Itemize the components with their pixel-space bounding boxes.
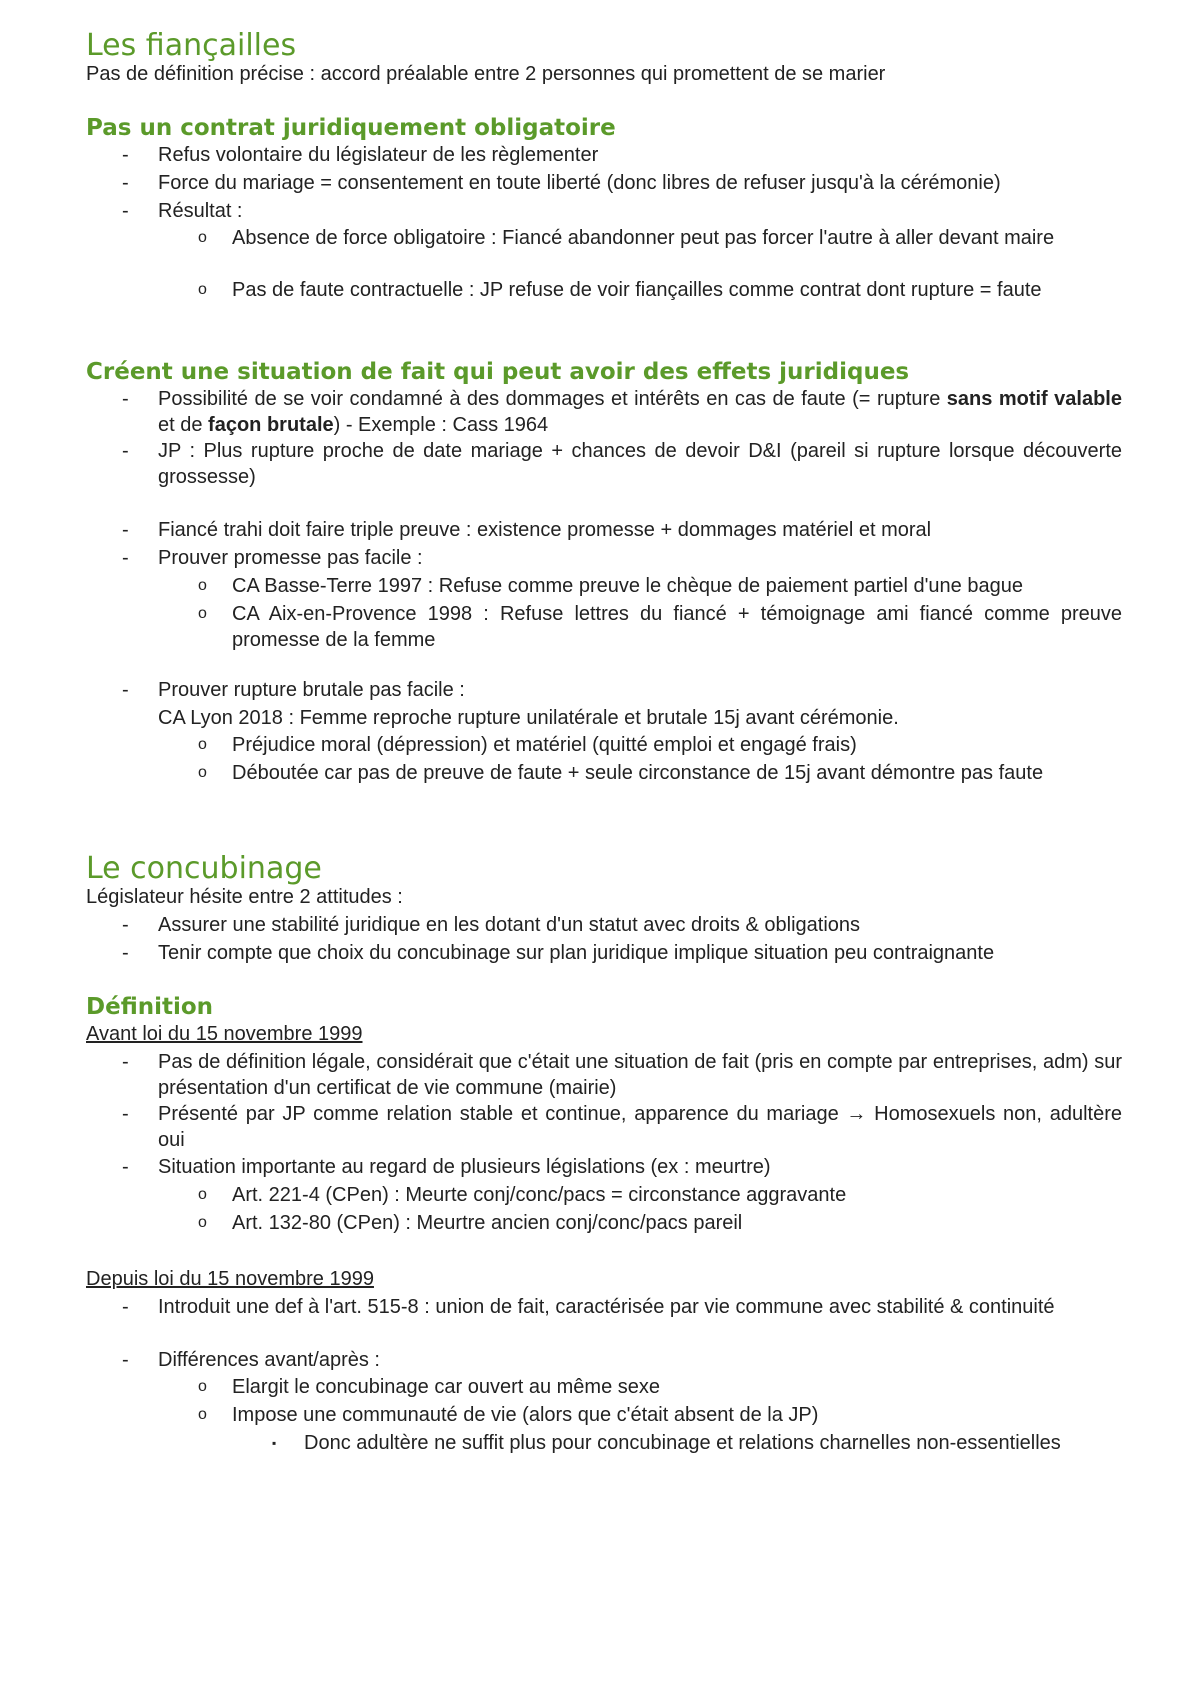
subsection-title-definition: Définition xyxy=(86,994,214,1020)
circle-marker: o xyxy=(198,229,207,246)
dash-marker: - xyxy=(122,1051,129,1073)
section-intro: Législateur hésite entre 2 attitudes : xyxy=(86,886,403,908)
dash-marker: - xyxy=(122,144,129,166)
dash-marker: - xyxy=(122,1349,129,1371)
list-item: Prouver rupture brutale pas facile : xyxy=(158,679,465,701)
list-item: Préjudice moral (dépression) et matériel (quitté emploi et engagé frais) xyxy=(232,734,857,756)
list-item: Elargit le concubinage car ouvert au même sexe xyxy=(232,1376,661,1398)
underlined-label-avant: Avant loi du 15 novembre 1999 xyxy=(86,1023,363,1045)
list-item: Déboutée car pas de preuve de faute + seule circonstance de 15j avant démontre pas faute xyxy=(232,762,1044,784)
circle-marker: o xyxy=(198,764,207,781)
circle-marker: o xyxy=(198,1186,207,1203)
list-item: Tenir compte que choix du concubinage sur plan juridique implique situation peu contraignante xyxy=(158,942,995,964)
dash-marker: - xyxy=(122,388,129,410)
section-title-fiancailles: Les fiançailles xyxy=(86,28,297,63)
dash-marker: - xyxy=(122,172,129,194)
circle-marker: o xyxy=(198,281,207,298)
list-item: Pas de définition légale, considérait que c'était une situation de fait (pris en compte par entreprises, adm) sur présentation d'un certificat de vie commune (mairie) xyxy=(158,1051,1122,1099)
subsection-title-situation-de-fait: Créent une situation de fait qui peut avoir des effets juridiques xyxy=(86,359,910,385)
list-item: Assurer une stabilité juridique en les dotant d'un statut avec droits & obligations xyxy=(158,914,861,936)
dash-marker: - xyxy=(122,1103,129,1125)
circle-marker: o xyxy=(198,577,207,594)
circle-marker: o xyxy=(198,736,207,753)
list-item: Situation importante au regard de plusieurs législations (ex : meurtre) xyxy=(158,1156,771,1178)
circle-marker: o xyxy=(198,1406,207,1423)
dash-marker: - xyxy=(122,679,129,701)
subsection-title-contrat: Pas un contrat juridiquement obligatoire xyxy=(86,115,616,141)
list-item: Force du mariage = consentement en toute liberté (donc libres de refuser jusqu'à la cérémonie) xyxy=(158,172,1001,194)
list-item: Introduit une def à l'art. 515-8 : union de fait, caractérisée par vie commune avec stabilité & continuité xyxy=(158,1296,1055,1318)
list-item: Prouver promesse pas facile : xyxy=(158,547,423,569)
dash-marker: - xyxy=(122,440,129,462)
list-item: Possibilité de se voir condamné à des dommages et intérêts en cas de faute (= rupture sans motif valable et de façon brutale) - Exemple : Cass 1964 xyxy=(158,388,1122,436)
list-item: Donc adultère ne suffit plus pour concubinage et relations charnelles non-essentielles xyxy=(304,1432,1061,1454)
list-item: Présenté par JP comme relation stable et continue, apparence du mariage → Homosexuels non, adultère oui xyxy=(158,1103,1122,1151)
circle-marker: o xyxy=(198,1378,207,1395)
section-title-concubinage: Le concubinage xyxy=(86,851,322,886)
list-item: Absence de force obligatoire : Fiancé abandonner peut pas forcer l'autre à aller devant maire xyxy=(232,227,1055,249)
list-item: Art. 221-4 (CPen) : Meurte conj/conc/pacs = circonstance aggravante xyxy=(232,1184,847,1206)
circle-marker: o xyxy=(198,1214,207,1231)
circle-marker: o xyxy=(198,605,207,622)
dash-marker: - xyxy=(122,914,129,936)
list-item: Fiancé trahi doit faire triple preuve : existence promesse + dommages matériel et moral xyxy=(158,519,932,541)
dash-marker: - xyxy=(122,547,129,569)
square-marker: ▪ xyxy=(272,1436,277,1450)
dash-marker: - xyxy=(122,1296,129,1318)
list-item: CA Basse-Terre 1997 : Refuse comme preuve le chèque de paiement partiel d'une bague xyxy=(232,575,1023,597)
list-item: Art. 132-80 (CPen) : Meurtre ancien conj/conc/pacs pareil xyxy=(232,1212,743,1234)
list-item: CA Aix-en-Provence 1998 : Refuse lettres du fiancé + témoignage ami fiancé comme preuve promesse de la femme xyxy=(232,603,1122,651)
list-item: Pas de faute contractuelle : JP refuse de voir fiançailles comme contrat dont rupture = faute xyxy=(232,279,1042,301)
list-item-continuation: CA Lyon 2018 : Femme reproche rupture unilatérale et brutale 15j avant cérémonie. xyxy=(158,707,899,729)
list-item: Impose une communauté de vie (alors que c'était absent de la JP) xyxy=(232,1404,819,1426)
dash-marker: - xyxy=(122,1156,129,1178)
list-item: Refus volontaire du législateur de les règlementer xyxy=(158,144,599,166)
underlined-label-depuis: Depuis loi du 15 novembre 1999 xyxy=(86,1268,374,1290)
list-item: Résultat : xyxy=(158,200,243,222)
dash-marker: - xyxy=(122,200,129,222)
list-item: JP : Plus rupture proche de date mariage + chances de devoir D&I (pareil si rupture lorsque découverte grossesse) xyxy=(158,440,1122,488)
dash-marker: - xyxy=(122,942,129,964)
section-intro: Pas de définition précise : accord préalable entre 2 personnes qui promettent de se marier xyxy=(86,63,886,85)
dash-marker: - xyxy=(122,519,129,541)
list-item: Différences avant/après : xyxy=(158,1349,380,1371)
